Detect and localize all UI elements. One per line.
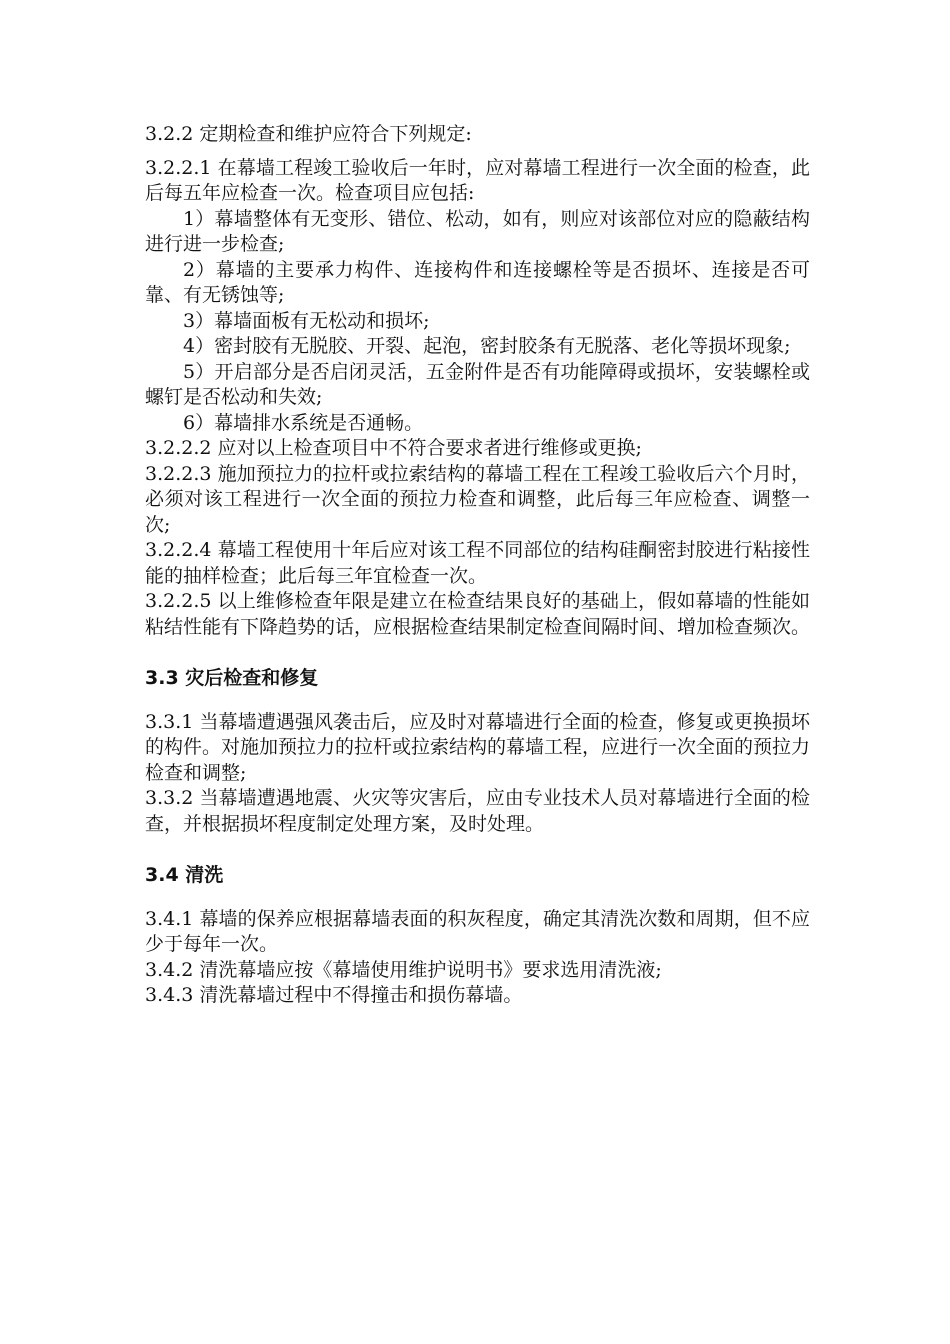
- clause-3-2-2-1: 3.2.2.1 在幕墙工程竣工验收后一年时，应对幕墙工程进行一次全面的检查，此后每五年应检查一次。检查项目应包括:: [145, 156, 810, 204]
- clause-3-4-1: 3.4.1 幕墙的保养应根据幕墙表面的积灰程度，确定其清洗次数和周期，但不应少于每年一次。: [145, 907, 810, 955]
- check-item-3: 3）幕墙面板有无松动和损坏;: [183, 309, 430, 332]
- check-item-4: 4）密封胶有无脱胶、开裂、起泡，密封胶条有无脱落、老化等损坏现象;: [183, 335, 791, 357]
- section-3-3-heading: 3.3 灾后检查和修复: [145, 667, 319, 689]
- check-item-6: 6）幕墙排水系统是否通畅。: [183, 411, 424, 434]
- clause-3-3-1: 3.3.1 当幕墙遭遇强风袭击后，应及时对幕墙进行全面的检查，修复或更换损坏的构件。对施加预拉力的拉杆或拉索结构的幕墙工程，应进行一次全面的预拉力检查和调整;: [145, 710, 811, 784]
- clause-3-3-2: 3.3.2 当幕墙遭遇地震、火灾等灾害后，应由专业技术人员对幕墙进行全面的检查，并根据损坏程度制定处理方案，及时处理。: [145, 787, 810, 835]
- clause-3-2-2-5: 3.2.2.5 以上维修检查年限是建立在检查结果良好的基础上，假如幕墙的性能如粘结性能有下降趋势的话，应根据检查结果制定检查间隔时间、增加检查频次。: [145, 590, 811, 638]
- clause-3-2-2-4: 3.2.2.4 幕墙工程使用十年后应对该工程不同部位的结构硅酮密封胶进行粘接性能的抽样检查；此后每三年宜检查一次。: [145, 539, 810, 587]
- clause-3-2-2-title: 3.2.2 定期检查和维护应符合下列规定:: [145, 123, 472, 145]
- clause-3-2-2-3: 3.2.2.3 施加预拉力的拉杆或拉索结构的幕墙工程在工程竣工验收后六个月时，必须对该工程进行一次全面的预拉力检查和调整，此后每三年应检查、调整一次;: [145, 462, 810, 536]
- check-item-5: 5）开启部分是否启闭灵活，五金附件是否有功能障碍或损坏，安装螺栓或螺钉是否松动和失效;: [145, 360, 810, 408]
- clause-3-2-2-2: 3.2.2.2 应对以上检查项目中不符合要求者进行维修或更换;: [145, 437, 642, 459]
- document-page: [145, 122, 810, 1009]
- clause-3-4-2: 3.4.2 清洗幕墙应按《幕墙使用维护说明书》要求选用清洗液;: [145, 958, 662, 981]
- section-3-4-heading: 3.4 清洗: [145, 864, 224, 886]
- check-item-1: 1）幕墙整体有无变形、错位、松动，如有，则应对该部位对应的隐蔽结构进行进一步检查;: [145, 207, 810, 255]
- clause-3-4-3: 3.4.3 清洗幕墙过程中不得撞击和损伤幕墙。: [145, 984, 523, 1006]
- check-item-2: 2）幕墙的主要承力构件、连接构件和连接螺栓等是否损坏、连接是否可靠、有无锈蚀等;: [145, 258, 810, 306]
